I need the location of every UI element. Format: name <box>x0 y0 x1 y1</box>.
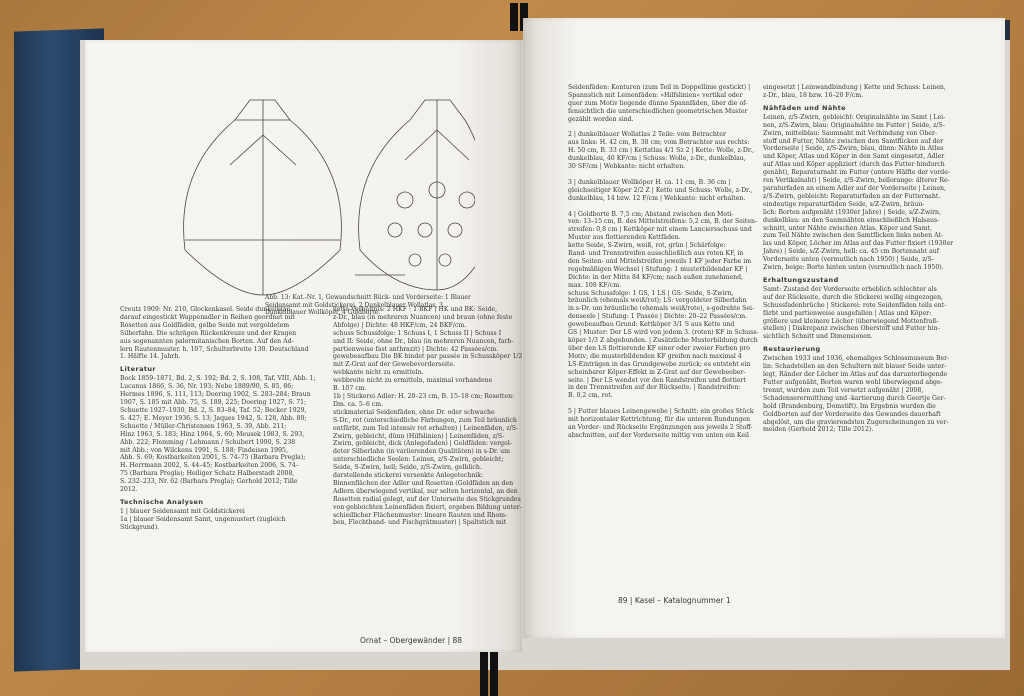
text-line: webkante nicht zu ermitteln. <box>333 369 424 377</box>
left-column-1 <box>120 306 316 532</box>
text-line: S-Dr., rot (unterschiedliche Färbungen, zum Teil bräunlich <box>333 416 517 424</box>
text-line: gewebeaufbau Die BK bindet par passée in Schussköper 1/2 <box>333 353 522 361</box>
left-page <box>85 40 522 652</box>
text-line: mit horizontaler Kettrichtung, für die unteren Rundungen <box>568 416 751 424</box>
text-line: H. 50 cm, B. 33 cm | Kettatlas 4/1 Sz 2 | Kette: Wolle, z-Dr., <box>568 147 755 155</box>
text-line: eingesetzt | Leinwandbindung | Kette und Schuss: Leinen, <box>763 84 946 91</box>
text-line: und Köper, Atlas und Köper in den Samt eingesetzt, Adler <box>763 153 945 161</box>
text-line: färbt und partienweise ausgefallen | Atlas und Köper: <box>763 309 932 317</box>
text-line: 4 | Goldborte B. 7,5 cm; Abstand zwischen den Moti- <box>568 210 734 218</box>
text-line: 1b | Stickerei Adler: H. 20–23 cm, B. 15–18 cm; Rosetten: <box>333 392 515 400</box>
text-line: Leinen, z/S-Zwirn, gebleicht: Originalnähte im Samt | Lei- <box>763 113 946 121</box>
text-line <box>568 400 768 408</box>
text-line: eindeutige reparaturfäden Seide, s/Z-Zwirn, bräun- <box>763 200 925 208</box>
text-line <box>568 171 768 179</box>
text-line <box>568 203 768 211</box>
text-line: darauf eingestickt Wappenadler in Reihen geordnet mit <box>120 313 295 321</box>
text-line: max. 108 KF/cm. <box>568 281 622 289</box>
text-line: hold (Brandenburg, Domstift). Im Ergebnis wurden die <box>763 402 936 410</box>
text-line: schiedlicher Flächenmuster: lineare Rauten und Rhom- <box>333 511 508 519</box>
text-line: entfärbt, zum Teil intensiv rot erhalten) | Leinenfäden, z/S- <box>333 424 519 432</box>
text-line: lich: Borten aufgenäht (1930er Jahre) | Seide, s/Z-Zwirn, <box>763 208 942 216</box>
text-line: in s-Dr. um bräunliche (ehemals weiß/rote), s-gedrehte Sei- <box>568 305 755 313</box>
text-line: GS | Muster: Der LS wird von jedem 3. (roten) KF in Schuss- <box>568 329 759 337</box>
text-line: lin: Schadstellen an den Schultern mit blauer Seide unter- <box>763 363 947 371</box>
text-line: in den Trennstreifen auf der Rückseite. | Randstreifen: <box>568 384 741 392</box>
text-line: abgelöst, um die gravierendsten Zugerscheinungen zu ver- <box>763 418 949 426</box>
text-line: gewebeaufbau Grund: Kettköper 3/1 S aus Kette und <box>568 321 735 329</box>
text-line: Dichte: in der Mitte 84 KF/cm; nach außen zunehmend, <box>568 273 744 281</box>
text-line: 1 | blauer Seidensamt mit Goldstickerei <box>120 507 245 515</box>
text-line: Schuette / Müller-Christensen 1963, S. 39, Abb. 211; <box>120 422 287 430</box>
text-line: aus links: H. 42 cm, B. 38 cm; vom Betrachter aus rechts: <box>568 139 750 147</box>
text-line: 2012. <box>120 486 138 494</box>
text-line: 5 | Futter blaues Leinengewebe | Schnitt: ein großes Stück <box>568 408 754 416</box>
text-line: Schadenserermittlung und -kartierung durch Geertje Ger- <box>763 394 946 402</box>
text-line: Muster aus flottierenden Kettfäden. <box>568 234 681 242</box>
text-line: 2 | dunkelblauer Wollatlas 2 Teile: vom Betrachter <box>568 131 726 139</box>
text-line: Zwirn, gebleicht, dick (Anlegefaden) | Goldfäden: vergol- <box>333 440 512 448</box>
heading-naehfaeden: Nähfäden und Nähte <box>763 103 846 112</box>
text-line: 1. Hälfte 14. Jahrh. <box>120 353 181 361</box>
text-line: Samt: Zustand der Vorderseite erheblich schlechter als <box>763 285 937 293</box>
text-line: schnitt, unter Nähte zwischen Atlas, Köper und Samt, <box>763 224 933 232</box>
text-line: fensichtlich die unterschiedlichen geometrischen Muster <box>568 107 748 115</box>
text-line: Futter aufgenäht, Borten waren wohl überwiegend abge- <box>763 379 943 386</box>
garment-cut-diagram <box>175 80 475 300</box>
text-line: auf der Rückseite, durch die Stickerei wellig eingezogen, <box>763 293 943 301</box>
text-line: denseele | Stufung: 1 Passée | Dichte: 20–22 Passées/cm. <box>568 313 748 321</box>
text-line: über den LS flottierende KF einer oder zweier Farben pro <box>568 344 750 352</box>
text-line: bräunlich (ehemals weiß/rot); LS: vergoldeter Silberlahn <box>568 297 747 305</box>
text-line: LS-Einträgen in das Grundgewebe zurück; es entsteht ein <box>568 360 751 368</box>
text-line: Zwirn, mittelblau: Saumnaht mit Verbindung von Ober- <box>763 129 937 137</box>
text-line: webbreite nicht zu ermitteln, maximal vorhandene <box>333 377 493 385</box>
text-line: abschnitten, auf der Vorderseite mittig von unten ein Keil <box>568 431 750 439</box>
text-line: Zwischen 1933 und 1936, ehemaliges Schlossmuseum Ber- <box>763 355 950 363</box>
text-line: Motiv; die musterbildenden KF greifen nach maximal 4 <box>568 352 742 360</box>
bookmark-ribbon <box>480 650 488 696</box>
text-line: Vorderseite unten (vermutlich nach 1950) | Seide, z/S- <box>763 256 935 264</box>
text-line: Bock 1859–1871, Bd. 2, S. 192; Bd. 2, S. 108, Taf. VIII, Abb. 1; <box>120 375 316 383</box>
text-line: ren Vertikalnaht) | Seide, z/S-Zwirn, hellorange: älterer Re- <box>763 177 950 185</box>
text-line: Vorderseite | Seide, z/S-Zwirn, blau, dünn: Nähte in Atlas <box>763 145 944 153</box>
text-line: 3 | dunkelblauer Wollköper H. ca. 11 cm, B. 36 cm | <box>568 178 731 186</box>
text-line: z-Dr., blau, 18 bzw. 16–20 F/cm. <box>763 91 864 99</box>
text-line: Abb. S. 69; Kostbarkeiten 2001, S. 74–75 (Barbara Pregla); <box>120 454 306 462</box>
text-line: stellen) | Diskrepanz zwischen Oberstoff und Futter hin- <box>763 325 940 333</box>
text-line <box>568 124 768 132</box>
figure-caption: Abb. 13: Kat.-Nr. 1, Gewandschnitt Rück- und Vorderseite: 1 Blauer Seidensamt mit Goldstickerei, 2 Dunkelblauer Wollatlas, 3 Dunkelblauer Wollköper, 4 Goldborte. <box>265 294 471 317</box>
text-line: z-Dr., blau (in mehreren Nuancen) und braun (ohne feste <box>333 313 513 321</box>
text-line: paraturfaden an einem Adler auf der Vorderseite | Leinen, <box>763 184 947 192</box>
text-line: Zwirn, gebleicht, dünn (Hilfslinien) | Leinenfäden, z/S- <box>333 432 505 440</box>
text-line: den Seiten- und Mittelstreifen jeweils 1 KF jeder Farbe im <box>568 257 752 265</box>
text-line: Schuette 1927–1930, Bd. 2, S. 83–84, Taf. 52; Becker 1929, <box>120 406 307 414</box>
text-line: trennt, wurden zum Teil versetzt aufgenäht | 2008, <box>763 386 924 394</box>
heading-technische-analysen: Technische Analysen <box>120 497 204 506</box>
text-line: Stickgrund). <box>120 523 160 531</box>
text-line: seite. | Der LS wendet vor den Randstreifen und flottiert <box>568 376 746 384</box>
text-line: Dm. ca. 5–6 cm. <box>333 400 384 408</box>
right-column-1 <box>568 84 768 440</box>
text-line: Spannstich mit Leinenfäden: »Hilfslinien« vertikal oder <box>568 91 743 99</box>
left-column-2 <box>333 306 522 527</box>
text-line: mit Abb.; von Wilckens 1991, S. 188; Findeisen 1995, <box>120 446 288 454</box>
text-line: S. 427; E. Meyer 1936, S. 13; Jaques 1942, S. 128, Abb. 80; <box>120 414 307 422</box>
text-line: scheinbarer Köper-Effekt in Z-Grat auf der Gewebeober- <box>568 368 746 376</box>
text-line: Abfolge) | Dichte: 48 HKF/cm, 24 BKF/cm. <box>333 321 467 329</box>
text-line: ven: 13–15 cm, B. des Mittelstreifens: 5,2 cm, B. der Seiten- <box>568 218 758 226</box>
text-line: B. 0,2 cm, rot. <box>568 392 613 400</box>
text-line: streifen: 0,8 cm | Kettköper mit einem Lanciersschuss und <box>568 226 752 234</box>
text-line: Adlern überwiegend vertikal, nur selten horizontal, an den <box>333 487 518 495</box>
heading-literatur: Literatur <box>120 365 157 374</box>
text-line: Hinz 1963, S. 183; Hinz 1964, S. 60; Meusek 1983, S. 293, <box>120 430 305 438</box>
text-line: auf Atlas und Köper appliziert (durch das Futter hindurch <box>763 161 945 169</box>
text-line: Rosetten aus Goldfäden, gelbe Seide mit vergoldetem <box>120 321 290 329</box>
text-line: Rosetten radial gelegt, auf der Unterseite des Stickgrundes <box>333 495 521 503</box>
text-line: B. 107 cm. <box>333 385 367 393</box>
text-line: Zwirn, beige: Borte hinten unten (vermutlich nach 1950). <box>763 264 944 272</box>
text-line: Binnenflächen der Adler und Rosetten (Goldfäden an den <box>333 479 514 487</box>
text-line: sichtlich Schnitt und Dimensionen. <box>763 333 873 341</box>
text-line: köper 1/3 Z abgebunden. | Zusätzliche Musterbildung durch <box>568 337 758 344</box>
text-line: an Vorder- und Rückseite Ergänzungen aus jeweils 2 Stoff- <box>568 423 753 431</box>
text-line: kette Seide, S-Zwirn, weiß, rot, grün | Schärfolge: <box>568 242 726 250</box>
text-line: las und Köper, Löcher im Atlas auf das Futter fixiert (1930er <box>763 240 954 248</box>
text-line: meiden (Gerhold 2012; Tille 2012). <box>763 426 874 434</box>
bookmark-ribbon <box>510 3 518 31</box>
text-line: unterschiedliche Seelen: Leinen, z/S-Zwirn, gebleicht; <box>333 456 504 464</box>
text-line: Schussfadenbrüche | Stickerei: rote Seidenfäden teils ent- <box>763 301 947 309</box>
right-page <box>523 18 1005 638</box>
text-line: Jahre) | Seide, s/Z-Zwirn, hell: ca. 45 cm Bortennaht auf <box>763 248 940 256</box>
text-line: Creutz 1909: Nr. 210, Glockenkasel. Seide dunkelblau, <box>120 306 293 313</box>
right-footer: 89 | Kasel – Katalognummer 1 <box>618 596 731 605</box>
text-line: dunkelblau, 40 KF/cm | Schuss: Wolle, z-Dr., dunkelblau, <box>568 155 746 163</box>
text-line: dunkelblau, 14 bzw. 12 F/cm | Webkante: nicht erhalten. <box>568 194 746 202</box>
text-line: 1907, S. 185 mit Abb. 75, S. 189, 225; Doering 1927, S. 71; <box>120 399 307 407</box>
text-line: deter Silberlahn (in variierenden Qualitäten) in s-Dr. um <box>333 448 510 456</box>
text-line: aus sogenannten palermitanischen Borten. Auf den Ad- <box>120 337 294 345</box>
heading-erhaltungszustand: Erhaltungszustand <box>763 275 839 284</box>
text-line: dunkelblau: an den Saumnähten einschließlich Halsaus- <box>763 216 940 224</box>
text-line: gleichseitiger Köper 2/2 Z | Kette und Schuss: Wolle, z-Dr., <box>568 186 753 194</box>
text-line: Rand- und Trennstreifen ausschließlich aus roten KF, in <box>568 250 744 258</box>
text-line: ben, Flechtband- und Fischgrätmuster) | Spaltstich mit <box>333 519 507 527</box>
text-line: Lucanus 1866, S. 36, Nr. 193; Nebe 1889/90, S. 85, 86; <box>120 383 294 391</box>
text-line: S. 232–233, Nr. 62 (Barbara Pregla); Gerhold 2012; Tille <box>120 478 298 486</box>
text-line: größere und kleinere Löcher (überwiegend Mottenfraß- <box>763 317 939 325</box>
text-line: H. Herrmann 2002, S. 44–45; Kostbarkeiten 2006, S. 74– <box>120 462 299 470</box>
text-line: Seide, S-Zwirn, hell; Seide, z/S-Zwirn, gelblich. <box>333 464 482 472</box>
text-line: von gebleichten Leinenfäden fixiert, ergeben Bildung unter- <box>333 503 522 511</box>
text-line: lern Rautenmuster. h. 107, Schulterbreite 130. Deutschland <box>120 345 309 353</box>
text-line: nen, z/S-Zwirn, blau: Originalnähte im Futter | Seide, z/S- <box>763 121 945 129</box>
text-line: 30 SF/cm | Webkante: nicht erhalten. <box>568 163 686 171</box>
text-line: kette Verhältnis: 2 HKF : 1 BKF | HK und BK: Seide, <box>333 306 498 313</box>
text-line: 75 (Barbara Pregla); Heiliger Schatz Halberstadt 2008, <box>120 470 295 478</box>
bookmark-ribbon <box>490 650 498 696</box>
text-line: stickmaterial Seidenfäden, ohne Dr. oder schwache <box>333 408 495 416</box>
left-footer: Ornat – Obergewänder | 88 <box>360 636 463 645</box>
text-line: 1a | blauer Seidensamt Samt, ungemustert (zugleich <box>120 515 286 523</box>
text-line: genäht), Reparaturnaht im Futter (untere Hälfte der vorde- <box>763 169 950 177</box>
text-line: gezählt worden sind. <box>568 115 634 123</box>
text-line: Seidenfäden: Konturen (zum Teil in Doppellinie gestickt) | <box>568 84 751 91</box>
text-line: partienweise fast anthrazit) | Dichte: 42 Passées/cm. <box>333 345 499 353</box>
text-line: z/S-Zwirn, gebleicht: Reparaturfaden an der Futternaht. <box>763 192 941 200</box>
text-line: Hermes 1896, S. 111, 113; Doering 1902, S. 283–284; Braun <box>120 391 311 399</box>
right-column-2 <box>763 84 978 434</box>
text-line: Silberfahn. Die schrägen Rückenkreuze und der Kragen <box>120 329 297 337</box>
text-line: schuss Schussfolge: 1 GS, 1 LS | GS: Seide, S-Zwirn, <box>568 289 734 297</box>
text-line: regelmäßigen Wechsel | Stufung: 1 musterbildender KF | <box>568 265 748 273</box>
text-line: schuss Schussfolge: 1 Schuss I, 1 Schuss II | Schuss I <box>333 329 502 337</box>
text-line: quer zum Motiv liegende dünne Spannfäden, über die of- <box>568 99 748 107</box>
text-line: mit Z-Grat auf der Gewebevorderseite. <box>333 361 456 369</box>
heading-restaurierung: Restaurierung <box>763 345 821 354</box>
text-line: darstellende stickerei versenkte Anlegetechnik: <box>333 472 484 480</box>
text-line: stoff und Futter, Nähte zwischen den Samtflicken auf der <box>763 137 944 145</box>
text-line: Goldborten auf der Vorderseite des Gewandes dauerhaft <box>763 410 941 418</box>
text-line: legt, Ränder der Löcher im Atlas auf das darunterliegende <box>763 371 948 379</box>
text-line: Abb. 222; Flemming / Lehmann / Schubert 1990, S. 238 <box>120 438 296 446</box>
text-line: zum Teil Nähte zwischen den Samtflicken links neben At- <box>763 232 944 240</box>
text-line: und II: Seide, ohne Dr., blau (in mehreren Nuancen, farb- <box>333 337 514 345</box>
